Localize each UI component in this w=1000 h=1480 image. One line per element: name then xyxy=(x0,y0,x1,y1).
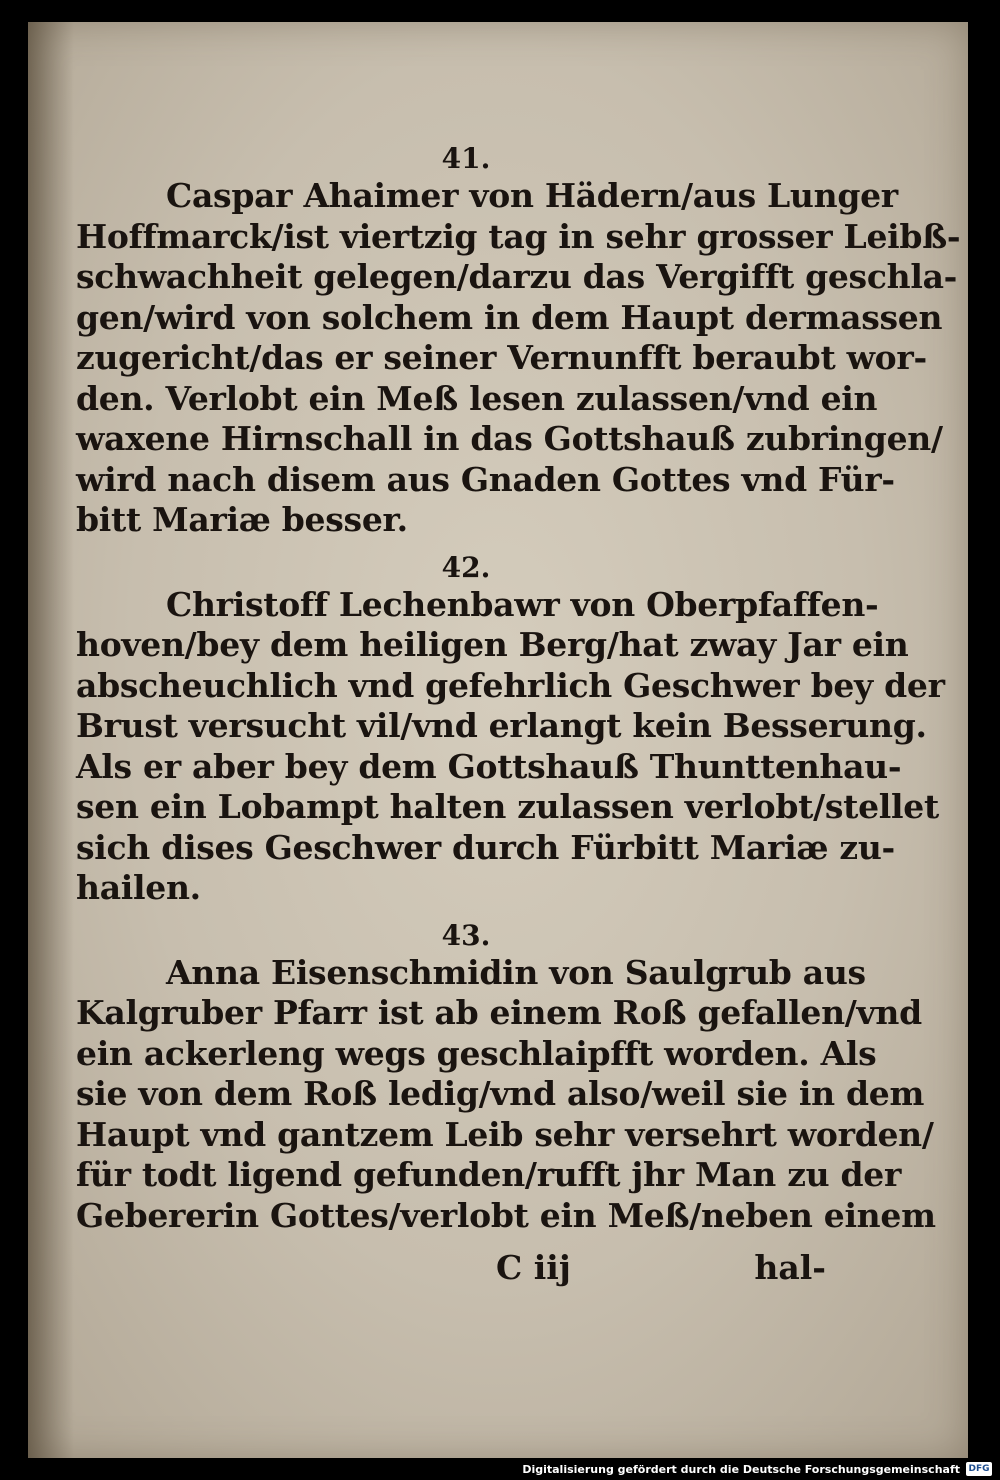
text-line: Gebererin Gottes/verlobt ein Meß/neben einem xyxy=(76,1195,936,1235)
text-line: hoven/bey dem heiligen Berg/hat zway Jar ein xyxy=(76,625,909,664)
text-line: waxene Hirnschall in das Gottshauß zubringen/ xyxy=(76,419,943,458)
entry-43 xyxy=(76,918,936,1237)
funding-banner xyxy=(0,1458,1000,1480)
entry-number: 43. xyxy=(441,918,491,952)
text-line: für todt ligend gefunden/rufft jhr Man zu der xyxy=(76,1155,902,1194)
catchword: hal- xyxy=(754,1248,826,1287)
funding-text: Digitalisierung gefördert durch die Deutsche Forschungsgemeinschaft xyxy=(522,1463,960,1476)
text-line: hailen. xyxy=(76,868,201,907)
text-line: gen/wird von solchem in dem Haupt dermassen xyxy=(76,297,943,337)
text-line: schwachheit gelegen/darzu das Vergifft geschla- xyxy=(76,257,958,296)
text-line: Als er aber bey dem Gottshauß Thunttenhau- xyxy=(76,746,902,786)
text-line: zugericht/das er seiner Vernunfft beraubt wor- xyxy=(76,338,927,377)
text-line: Haupt vnd gantzem Leib sehr versehrt worden/ xyxy=(76,1114,934,1154)
text-line: abscheuchlich vnd gefehrlich Geschwer bey der xyxy=(76,665,945,705)
book-page xyxy=(28,22,968,1460)
text-line: wird nach disem aus Gnaden Gottes vnd Für- xyxy=(76,459,895,499)
entry-number: 42. xyxy=(441,550,491,584)
dfg-logo: DFG xyxy=(966,1462,992,1476)
signature-mark: C iij xyxy=(496,1248,571,1287)
page-footer xyxy=(76,1248,826,1288)
text-line: Brust versucht vil/vnd erlangt kein Besserung. xyxy=(76,706,927,745)
text-line: den. Verlobt ein Meß lesen zulassen/vnd ein xyxy=(76,378,878,418)
entry-number: 41. xyxy=(441,142,491,175)
text-line: Anna Eisenschmidin von Saulgrub aus xyxy=(166,952,866,992)
text-line: Caspar Ahaimer von Hädern/aus Lunger xyxy=(166,176,898,215)
entry-41 xyxy=(76,142,961,541)
text-line: sich dises Geschwer durch Fürbitt Mariæ zu- xyxy=(76,827,895,867)
text-line: sen ein Lobampt halten zulassen verlobt/stellet xyxy=(76,787,939,826)
page-text-block xyxy=(76,142,961,1246)
text-line: Christoff Lechenbawr von Oberpfaffen- xyxy=(166,584,879,624)
text-line: Hoffmarck/ist viertzig tag in sehr grosser Leibß- xyxy=(76,216,961,256)
spine-shadow xyxy=(28,22,74,1460)
text-line: Kalgruber Pfarr ist ab einem Roß gefallen/vnd xyxy=(76,993,922,1032)
text-line: ein ackerleng wegs geschlaipfft worden. Als xyxy=(76,1033,877,1073)
entry-42 xyxy=(76,550,945,909)
text-line: sie von dem Roß ledig/vnd also/weil sie in dem xyxy=(76,1074,925,1113)
text-line: bitt Mariæ besser. xyxy=(76,500,408,539)
